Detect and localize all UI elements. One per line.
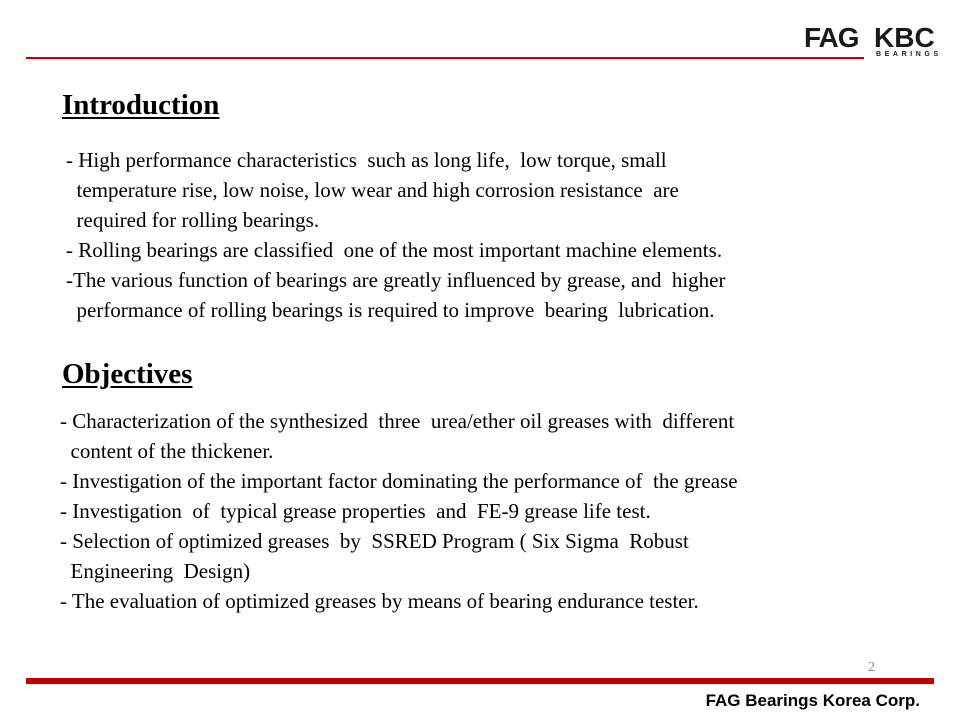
footer-divider (26, 678, 934, 684)
objectives-line: - Characterization of the synthesized three urea/ether oil greases with different (60, 409, 735, 433)
introduction-line: required for rolling bearings. (66, 208, 320, 232)
logo-fag-text: FAG (804, 22, 859, 53)
introduction-line: -The various function of bearings are greatly influenced by grease, and higher (66, 268, 726, 292)
page-number: 2 (868, 660, 875, 675)
introduction-line: - High performance characteristics such as long life, low torque, small (66, 148, 667, 172)
objectives-line: - Investigation of typical grease properties and FE-9 grease life test. (60, 499, 651, 523)
logo-bearings-text: BEARINGS (876, 51, 942, 58)
objectives-line: - Investigation of the important factor dominating the performance of the grease (60, 469, 738, 493)
introduction-body (66, 145, 726, 325)
objectives-heading: Objectives (62, 358, 193, 390)
footer-company-name: FAG Bearings Korea Corp. (705, 691, 920, 710)
header-divider (26, 57, 864, 59)
objectives-body (60, 406, 738, 616)
objectives-line: Engineering Design) (60, 559, 251, 583)
introduction-heading: Introduction (62, 89, 220, 121)
objectives-line: - The evaluation of optimized greases by means of bearing endurance tester. (60, 589, 699, 613)
introduction-line: performance of rolling bearings is required to improve bearing lubrication. (66, 298, 715, 322)
introduction-line: temperature rise, low noise, low wear and high corrosion resistance are (66, 178, 679, 202)
objectives-line: content of the thickener. (60, 439, 274, 463)
company-logo (800, 20, 950, 62)
logo-kbc-text: KBC (874, 22, 935, 53)
objectives-line: - Selection of optimized greases by SSRED Program ( Six Sigma Robust (60, 529, 689, 553)
introduction-line: - Rolling bearings are classified one of the most important machine elements. (66, 238, 723, 262)
